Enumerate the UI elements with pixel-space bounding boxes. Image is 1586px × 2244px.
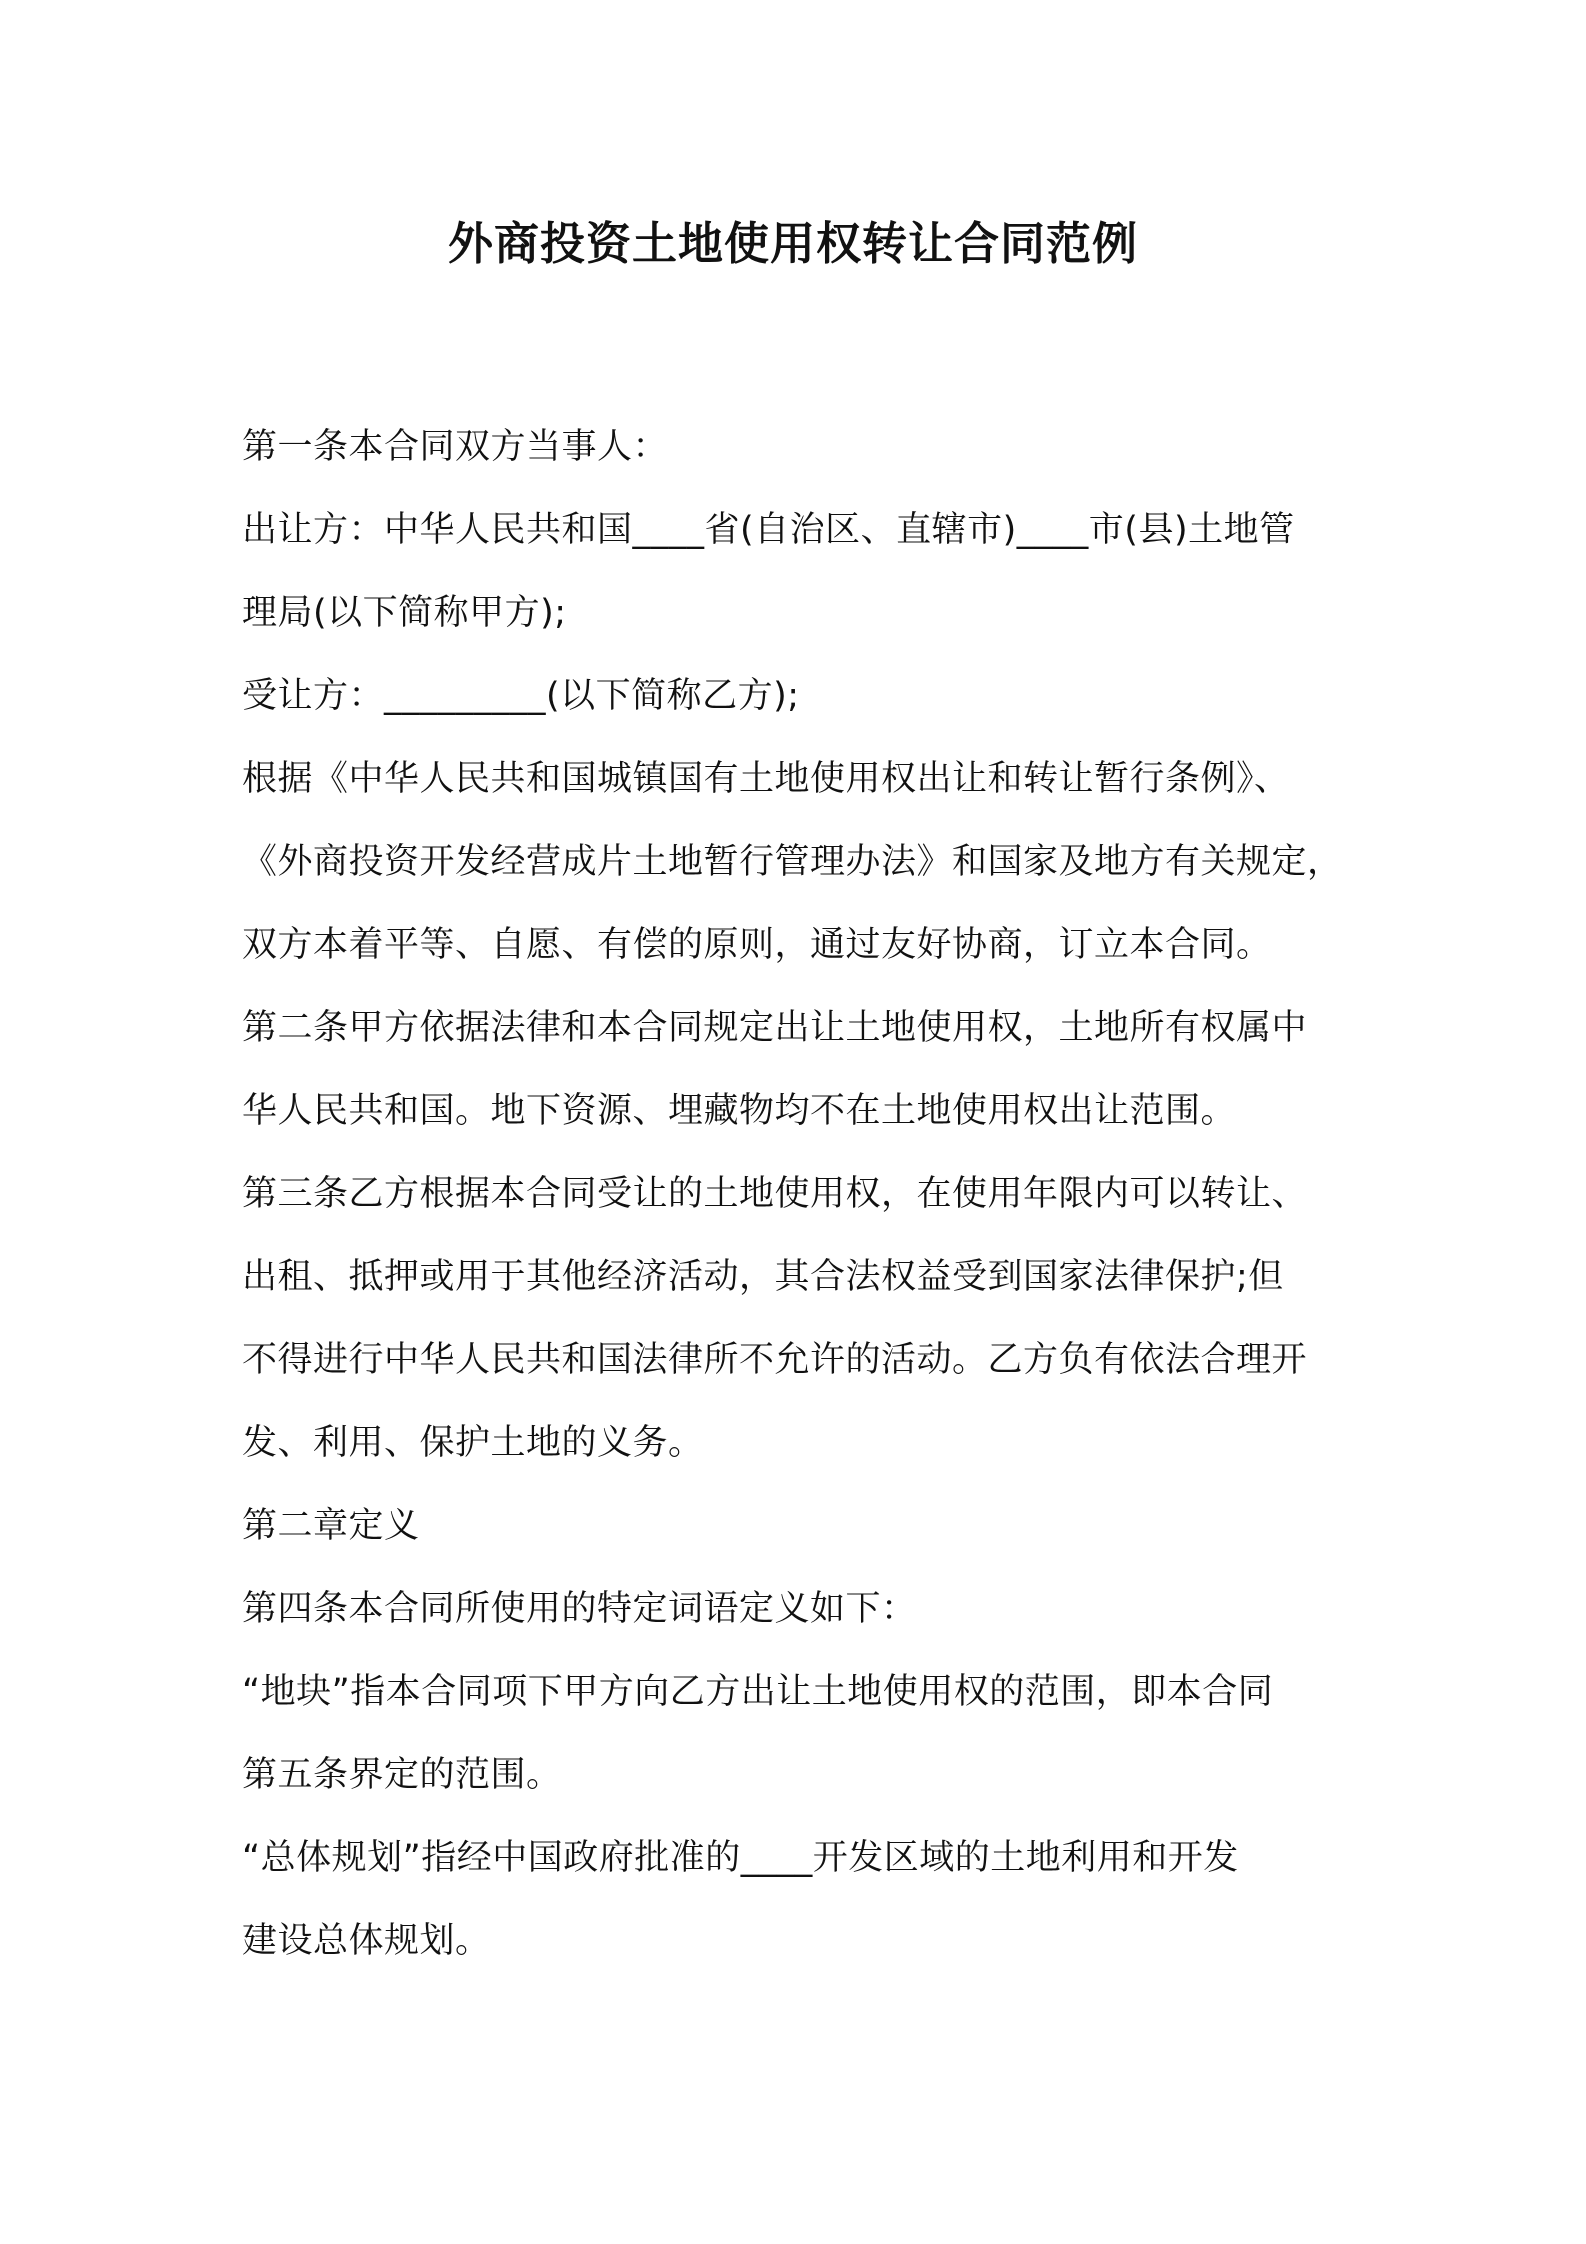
article-4-heading: 第四条本合同所使用的特定词语定义如下： (242, 1589, 917, 1629)
basis-line-1: 根据《中华人民共和国城镇国有土地使用权出让和转让暂行条例》、 (242, 759, 1290, 799)
definition-plot-line-1: “地块”指本合同项下甲方向乙方出让土地使用权的范围，即本合同 (242, 1672, 1274, 1712)
document-body (242, 406, 1362, 1983)
article-3-line-2: 出租、抵押或用于其他经济活动，其合法权益受到国家法律保护;但 (242, 1257, 1284, 1297)
basis-line-3: 双方本着平等、自愿、有偿的原则，通过友好协商，订立本合同。 (242, 925, 1272, 965)
assignor-line-cont: 理局(以下简称甲方); (242, 593, 567, 633)
article-1-heading: 第一条本合同双方当事人： (242, 427, 669, 467)
article-2-line-2: 华人民共和国。地下资源、埋藏物均不在土地使用权出让范围。 (242, 1091, 1237, 1131)
article-2-line-1: 第二条甲方依据法律和本合同规定出让土地使用权，土地所有权属中 (242, 1008, 1308, 1048)
article-3-line-4: 发、利用、保护土地的义务。 (242, 1423, 704, 1463)
assignee-line: 受让方：_________(以下简称乙方); (242, 676, 800, 716)
article-3-line-1: 第三条乙方根据本合同受让的土地使用权，在使用年限内可以转让、 (242, 1174, 1308, 1214)
article-3-line-3: 不得进行中华人民共和国法律所不允许的活动。乙方负有依法合理开 (242, 1340, 1308, 1380)
assignor-line: 出让方：中华人民共和国____省(自治区、直辖市)____市(县)土地管 (242, 510, 1295, 550)
definition-plan-line-1: “总体规划”指经中国政府批准的____开发区域的土地利用和开发 (242, 1838, 1239, 1878)
basis-line-2: 《外商投资开发经营成片土地暂行管理办法》和国家及地方有关规定， (242, 842, 1343, 882)
chapter-2-heading: 第二章定义 (242, 1506, 420, 1546)
definition-plot-line-2: 第五条界定的范围。 (242, 1755, 562, 1795)
definition-plan-line-2: 建设总体规划。 (242, 1921, 491, 1961)
document-title: 外商投资土地使用权转让合同范例 (447, 217, 1138, 270)
